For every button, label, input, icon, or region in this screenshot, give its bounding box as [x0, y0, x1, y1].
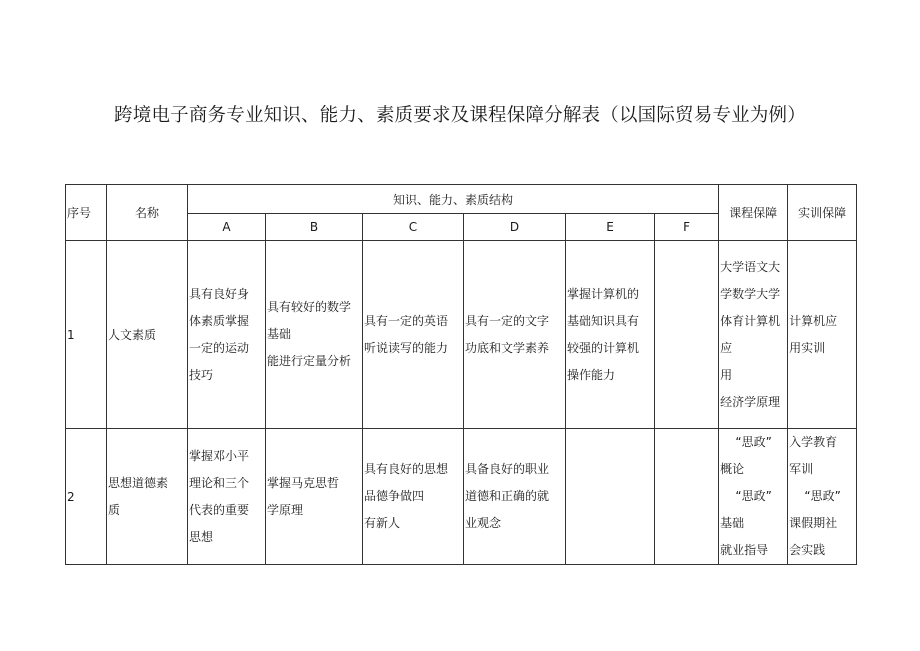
- practice-header: 实训保障: [788, 185, 857, 241]
- cell-e: 掌握计算机的 基础知识具有 较强的计算机 操作能力: [566, 241, 655, 429]
- row-seq: 1: [66, 241, 107, 429]
- seq-header: 序号: [66, 185, 107, 241]
- curriculum-table: [65, 184, 857, 565]
- cell-f: [655, 241, 719, 429]
- cell-d: 具备良好的职业 道德和正确的就 业观念: [464, 429, 566, 565]
- cell-f: [655, 429, 719, 565]
- col-b-header: B: [266, 214, 363, 241]
- cell-a: 具有良好身 体素质掌握 一定的运动 技巧: [188, 241, 266, 429]
- cell-practice: 计算机应 用实训: [788, 241, 857, 429]
- cell-course: “思政” 概论 “思政” 基础 就业指导: [719, 429, 788, 565]
- cell-course: 大学语文大 学数学大学 体育计算机 应 用 经济学原理: [719, 241, 788, 429]
- row-name: 人文素质: [107, 241, 188, 429]
- course-header: 课程保障: [719, 185, 788, 241]
- header-row: [66, 185, 857, 214]
- name-header: 名称: [107, 185, 188, 241]
- row-name: 思想道德素 质: [107, 429, 188, 565]
- structure-header: 知识、能力、素质结构: [188, 185, 719, 214]
- page-title: 跨境电子商务专业知识、能力、素质要求及课程保障分解表（以国际贸易专业为例）: [114, 105, 806, 126]
- cell-e: [566, 429, 655, 565]
- col-a-header: A: [188, 214, 266, 241]
- col-d-header: D: [464, 214, 566, 241]
- cell-d: 具有一定的文字 功底和文学素养: [464, 241, 566, 429]
- cell-c: 具有一定的英语 听说读写的能力: [363, 241, 464, 429]
- cell-a: 掌握邓小平 理论和三个 代表的重要 思想: [188, 429, 266, 565]
- cell-practice: 入学教育 军训 “思政” 课假期社 会实践: [788, 429, 857, 565]
- row-seq: 2: [66, 429, 107, 565]
- col-f-header: F: [655, 214, 719, 241]
- cell-b: 具有较好的数学 基础 能进行定量分析: [266, 241, 363, 429]
- cell-c: 具有良好的思想 品德争做四 有新人: [363, 429, 464, 565]
- cell-b: 掌握马克思哲 学原理: [266, 429, 363, 565]
- col-e-header: E: [566, 214, 655, 241]
- table-row: [66, 429, 857, 565]
- table-row: [66, 241, 857, 429]
- col-c-header: C: [363, 214, 464, 241]
